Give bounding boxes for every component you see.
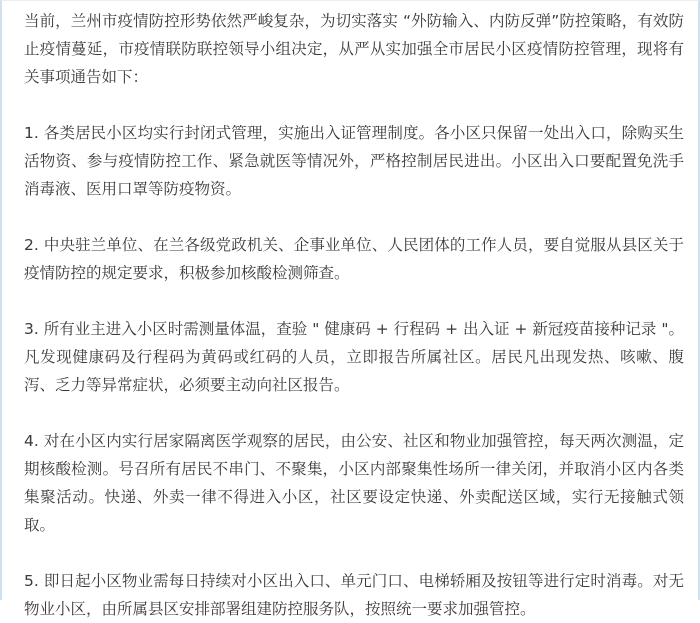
notice-intro: 当前，兰州市疫情防控形势依然严峻复杂，为切实落实 “外防输入、内防反弹”防控策略，有效防止疫情蔓延，市疫情联防联控领导小组决定，从严从实加强全市居民小区疫情防控管理，现将有关事项通告如下： [24,12,684,86]
notice-item-5: 5. 即日起小区物业需每日持续对小区出入口、单元门口、电梯轿厢及按钮等进行定时消毒。对无物业小区，由所属县区安排部署组建防控服务队，按照统一要求加强管控。 [24,572,684,618]
notice-item-4: 4. 对在小区内实行居家隔离医学观察的居民，由公安、社区和物业加强管控，每天两次测温，定期核酸检测。号召所有居民不串门、不聚集，小区内部聚集性场所一律关闭，并取消小区内各类集聚活动。快递、外卖一律不得进入小区，社区要设定快递、外卖配送区域，实行无接触式领取。 [24,432,684,534]
notice-item-1: 1. 各类居民小区均实行封闭式管理，实施出入证管理制度。各小区只保留一处出入口，除购买生活物资、参与疫情防控工作、紧急就医等情况外，严格控制居民进出。小区出入口要配置免洗手消毒液、医用口罩等防疫物资。 [24,124,684,198]
notice-item-2: 2. 中央驻兰单位、在兰各级党政机关、企事业单位、人民团体的工作人员，要自觉服从县区关于疫情防控的规定要求，积极参加核酸检测筛查。 [24,236,684,282]
notice-body [24,7,684,623]
notice-item-3: 3. 所有业主进入小区时需测量体温，查验 " 健康码 + 行程码 + 出入证 + 新冠疫苗接种记录 "。凡发现健康码及行程码为黄码或红码的人员，立即报告所属社区。居民凡出现发热、咳嗽、腹泻、乏力等异常症状，必须要主动向社区报告。 [24,320,684,394]
